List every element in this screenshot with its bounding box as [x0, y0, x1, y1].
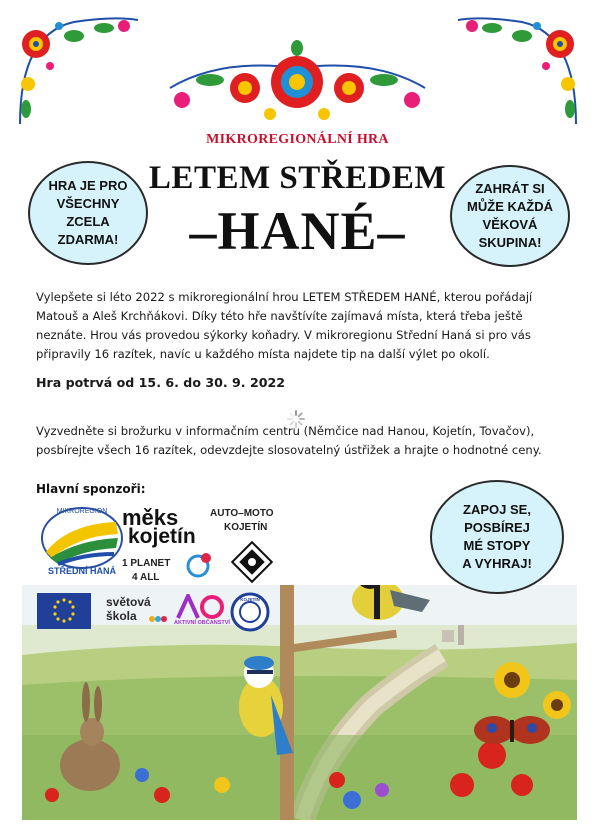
info-bubble-all-ages-text: ZAHRÁT SI MŮŽE KAŽDÁ VĚKOVÁ SKUPINA!: [467, 181, 553, 250]
kojetin-badge-text: KOJETÍN: [240, 597, 260, 602]
logo-mikroregion-stredni-hana: [38, 504, 126, 576]
mikroregion-bottom-text: STŘEDNÍ HANÁ: [47, 566, 117, 576]
ao-mark-icon: [174, 594, 226, 620]
kojetin-badge-icon: [230, 592, 270, 632]
meks-line2: kojetín: [128, 525, 196, 548]
planet-ring-icon: [186, 552, 212, 578]
logo-kojetin-badge: [230, 592, 270, 632]
sponsors-heading: Hlavní sponzoři:: [36, 482, 146, 496]
svetova-line2: škola: [106, 609, 137, 623]
call-to-action-text: ZAPOJ SE, POSBÍREJ MÉ STOPY A VYHRAJ!: [462, 502, 532, 571]
svetova-dots-icon: [148, 613, 168, 625]
logo-svetova-skola: [106, 595, 170, 631]
logo-auto-moto-kojetin: [210, 508, 285, 588]
folk-ornament-top-right: [452, 14, 582, 132]
logo-1-planet-4-all: [122, 552, 214, 586]
page-title-line2: –HANÉ–: [189, 201, 406, 261]
intro-paragraph: Vylepšete si léto 2022 s mikroregionální hrou LETEM STŘEDEM HANÉ, kterou pořádají Matouš a Aleš Krchňákovi. Díky této hře navštívíte zajímavá místa, která třeba ještě neznáte. Hrou vás provedou sýkorky koňadry. V mikroregionu Střední Haná si pro vás připravily 16 razítek, navíc u každého místa najdete tip na další výlet po okolí.: [36, 290, 533, 361]
automoto-line2: KOJETÍN: [224, 522, 268, 533]
mikroregion-top-text: MIKROREGION: [56, 508, 108, 515]
info-bubble-free-text: HRA JE PRO VŠECHNY ZCELA ZDARMA!: [48, 178, 128, 247]
automoto-line1: AUTO–MOTO: [210, 508, 274, 519]
logo-aktivni-obcanstvi: [174, 594, 230, 632]
automoto-badge-icon: [230, 540, 274, 584]
logo-meks-kojetin: [122, 505, 200, 549]
folk-ornament-top-left: [14, 14, 144, 132]
info-bubble-all-ages: [450, 165, 570, 267]
planet-line1: 1 PLANET: [122, 558, 171, 569]
call-to-action-bubble: [430, 480, 564, 594]
eu-flag-icon: [37, 593, 91, 629]
folk-ornament-top-center: [160, 38, 435, 126]
page-title-line1: LETEM STŘEDEM: [148, 160, 447, 196]
meks-line1: měks: [122, 505, 179, 530]
mikroregion-emblem-icon: [38, 504, 126, 576]
ao-caption: AKTIVNÍ OBČANSTVÍ: [174, 620, 230, 626]
svetova-line1: světová: [106, 595, 151, 609]
planet-line2: 4 ALL: [132, 572, 160, 583]
instructions-paragraph: Vyzvedněte si brožurku v informačním centru (Němčice nad Hanou, Kojetín, Tovačov), posbírejte všech 16 razítek, odevzdejte slosovatelný ústřižek a hrajte o hodnotné ceny.: [36, 424, 542, 457]
info-bubble-free: [28, 161, 148, 265]
dates-paragraph: Hra potrvá od 15. 6. do 30. 9. 2022: [36, 375, 286, 390]
kicker-text: MIKROREGIONÁLNÍ HRA: [206, 132, 389, 147]
